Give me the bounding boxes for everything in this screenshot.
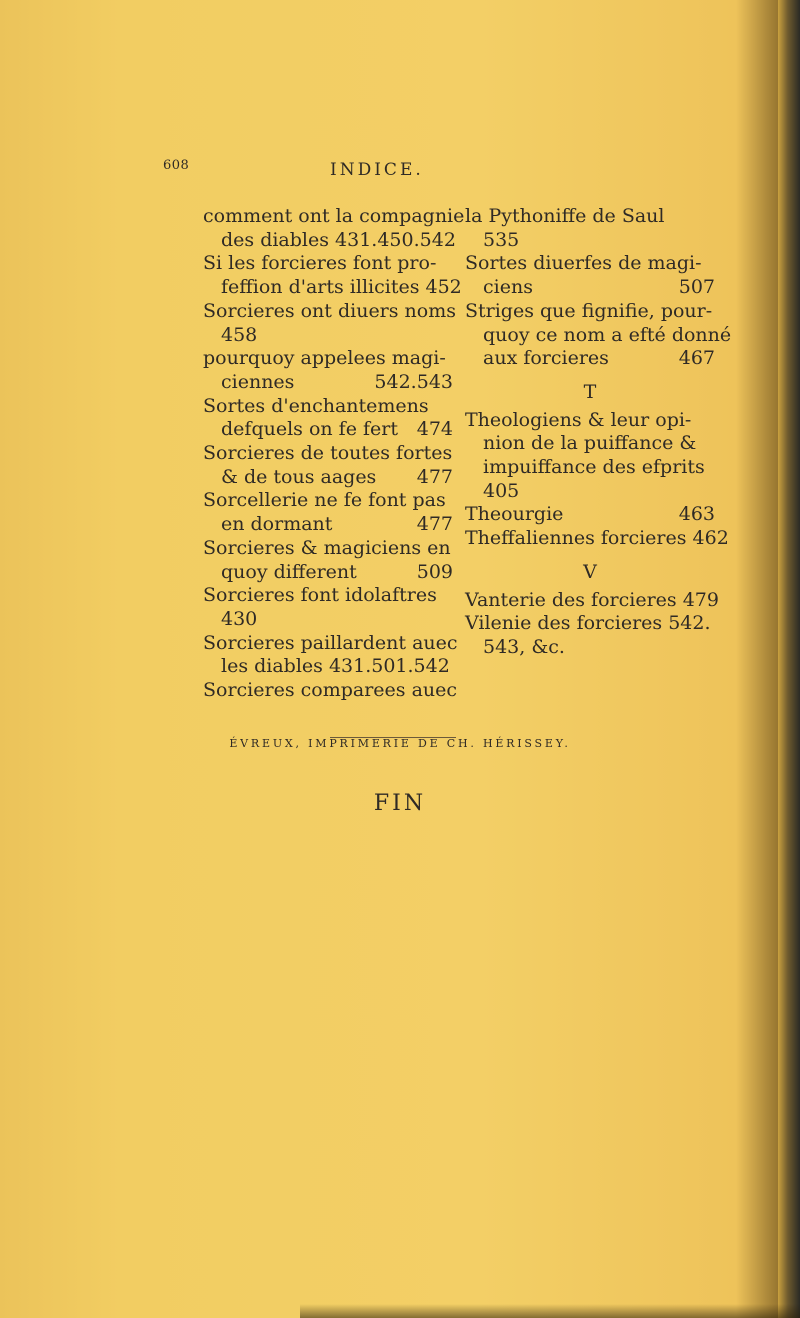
index-entry [465, 527, 729, 551]
index-entry-line [203, 418, 453, 442]
index-entry-line: des diables 431.450.542 [221, 228, 456, 251]
index-entry-line: 543, &c. [483, 635, 565, 658]
index-entry-line: nion de la puiffance & [483, 432, 697, 455]
index-entry-line: Vilenie des forcieres 542. [465, 612, 711, 635]
page-edge [778, 0, 800, 1318]
index-entry-text: Theourgie [465, 503, 564, 526]
index-entry-line: Sortes diuerfes de magi- [465, 252, 702, 275]
index-entry [465, 612, 715, 659]
index-entry [465, 409, 715, 504]
index-entry [203, 395, 453, 442]
fin-label: FIN [373, 791, 427, 816]
index-entry [465, 299, 732, 371]
index-entry-line: Vanterie des forcieres 479 [465, 588, 719, 611]
index-entry [203, 584, 453, 631]
index-entry-line [203, 561, 453, 585]
index-page-ref: 463 [678, 503, 715, 526]
index-entry-line: Sorcieres font idolaftres [203, 584, 437, 607]
index-entry-line: feffion d'arts illicites 452 [221, 276, 462, 299]
section-v-entries [465, 588, 719, 660]
index-entry-line: Sorcieres de toutes fortes [203, 442, 453, 465]
index-entry-line: comment ont la compagnie [203, 205, 465, 227]
index-entry-line: 535 [483, 228, 520, 251]
index-entry [203, 252, 462, 299]
index-entry-line [465, 276, 715, 300]
index-entry-line: Striges que fignifie, pour- [465, 299, 713, 322]
index-page-ref: 477 [416, 465, 453, 488]
index-entry-line: quoy ce nom a efté donné [483, 323, 732, 346]
index-entry-text: en dormant [221, 513, 333, 536]
index-entry-text: quoy different [221, 560, 357, 583]
index-entry-line: Sorcellerie ne fe font pas [203, 489, 446, 512]
index-entry-line: Si les forcieres font pro- [203, 252, 437, 275]
index-column-right [465, 205, 732, 660]
printer-imprint: ÉVREUX, IMPRIMERIE DE CH. HÉRISSEY. [229, 737, 571, 750]
index-entry-line: Theologiens & leur opi- [465, 408, 692, 431]
index-entry-line: pourquoy appelees magi- [203, 347, 446, 370]
index-page-ref: 509 [416, 560, 453, 583]
index-entry [203, 347, 453, 394]
index-entry-line [465, 503, 715, 527]
index-entry-line: 430 [221, 607, 258, 630]
index-entry-line: Theffaliennes forcieres 462 [465, 527, 729, 550]
index-entry-line: 458 [221, 323, 258, 346]
index-entry-line: impuiffance des efprits [483, 456, 705, 479]
index-entry-line [465, 347, 715, 371]
index-entry-line: Sorcieres & magiciens en [203, 536, 451, 559]
index-page-ref: 467 [678, 347, 715, 370]
index-entry [203, 537, 453, 584]
index-entry-text: ciennes [221, 370, 295, 393]
section-s-entries [465, 205, 732, 371]
index-entry-text: defquels on fe fert [221, 418, 398, 441]
index-entry [203, 205, 465, 252]
index-entry [203, 679, 458, 703]
index-entry-text: ciens [483, 276, 533, 299]
index-entry-text: aux forcieres [483, 347, 609, 370]
index-page-ref: 507 [678, 276, 715, 299]
index-entry-line [203, 466, 453, 490]
index-entry [203, 489, 453, 536]
index-entry-line: Sortes d'enchantemens [203, 394, 429, 417]
index-entry [203, 442, 453, 489]
index-entry-line [203, 513, 453, 537]
index-entry [203, 299, 457, 347]
index-entry-line: Sorcieres paillardent auec [203, 631, 458, 654]
index-entry-line: la Pythoniffe de Saul [465, 205, 665, 227]
index-entry-line: Sorcieres ont diuers noms [203, 299, 457, 322]
index-entry [465, 588, 719, 613]
index-page-ref: 542.543 [374, 370, 453, 393]
index-entry [203, 631, 458, 679]
section-letter-t: T [583, 380, 597, 403]
index-entry-line [203, 371, 453, 395]
running-head: INDICE. [330, 160, 424, 180]
index-entry [465, 503, 715, 527]
index-entry-line: les diables 431.501.542 [221, 655, 450, 678]
index-column-left [203, 205, 465, 703]
page-bottom-shadow [300, 1304, 800, 1318]
index-entry-line: Sorcieres comparees auec [203, 679, 458, 702]
index-entry-line: 405 [483, 479, 520, 502]
section-t-entries [465, 408, 729, 551]
index-entry [465, 252, 715, 299]
index-entry-text: & de tous aages [221, 465, 377, 488]
index-entry [465, 205, 715, 252]
index-page-ref: 477 [416, 513, 453, 536]
page-number: 608 [163, 158, 190, 173]
index-page-ref: 474 [416, 418, 453, 441]
section-letter-v: V [583, 560, 597, 583]
